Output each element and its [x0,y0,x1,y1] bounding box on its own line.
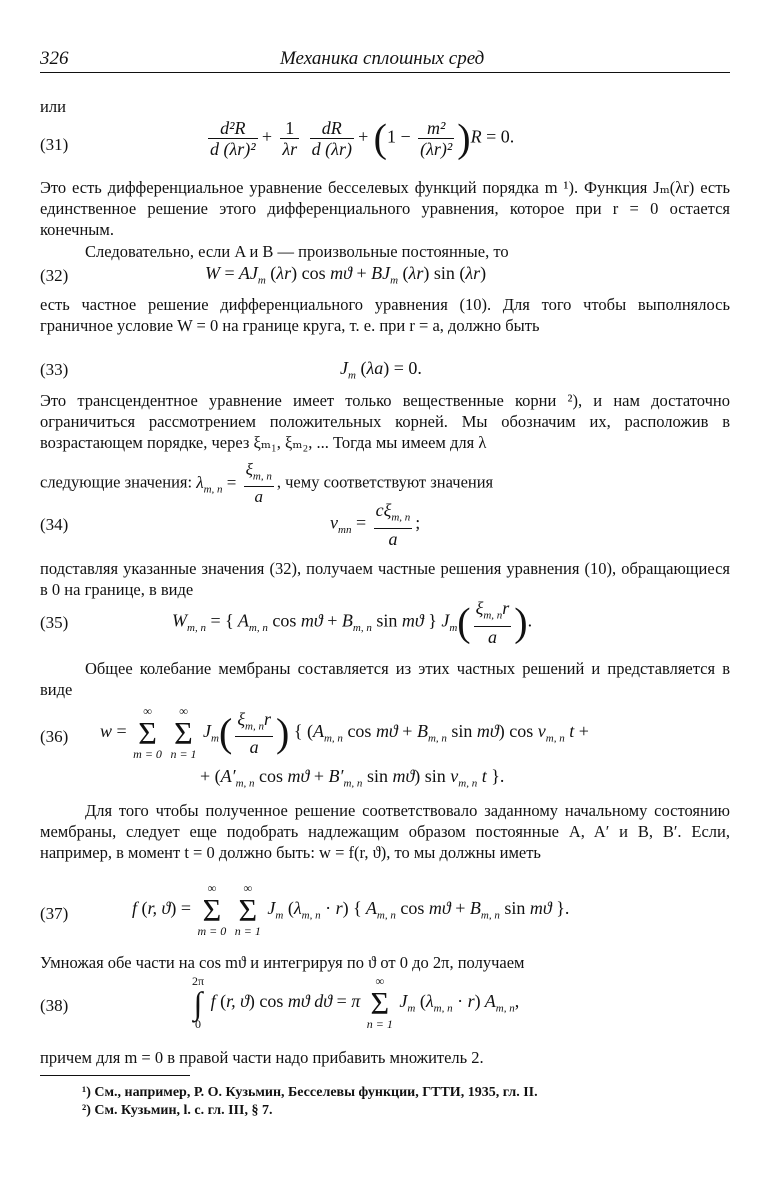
equation-number-35: (35) [40,613,69,632]
running-title: Механика сплошных сред [280,48,485,69]
equation-33: $J_m$ (λa) = 0. [340,358,422,382]
paragraph-1: Это есть дифференциальное уравнение бесселевых функций порядка m ¹). Функция Jₘ(λr) есть единственное решение этого дифференциального уравнения, которое при r = 0 остается конечным. [40,178,730,239]
paragraph-8: Умножая обе части на cos mϑ и интегрируя по ϑ от 0 до 2π, получаем [40,953,525,972]
paragraph-ili: или [40,97,66,116]
equation-number-36: (36) [40,727,69,746]
paragraph-4-lead: следующие значения: [40,472,193,492]
equation-38: 2π ∫ 0 f (r, ϑ) cos mϑ dϑ = π ∞ Σ n = 1 $J_m$ $(\lambda_{m, n} \cdot r)$ $A_{m, n}$, [192,974,520,1031]
equation-number-37: (37) [40,904,69,923]
equation-36-line-2: + ($A'_{m, n}$ $\cos mϑ + B'_{m, n}$ sin mϑ) $\sin \nu_{m, n}$ t }. [200,766,505,790]
paragraph-9: причем для m = 0 в правой части надо прибавить множитель 2. [40,1048,484,1067]
page-number: 326 [40,48,69,69]
equation-number-38: (38) [40,996,69,1015]
equation-37: f (r, ϑ) = ∞ Σ m = 0 ∞ Σ n = 1 $J_m$ $(\lambda_{m, n} \cdot r)$ { $A_{m, n}$ $\cos mϑ + B_{m, n}$ sin mϑ }. [132,881,570,938]
footnote-2: ²) См. Кузьмин, l. с. гл. III, § 7. [82,1103,273,1118]
paragraph-4-values: следующие значения: $\lambda_{m, n}$ = $\frac{\xi_{m, n}}{a}$ , чему соответствуют значения [40,460,494,507]
paragraph-3: есть частное решение дифференциального уравнения (10). Для того чтобы выполнялось граничное условие W = 0 на границе круга, т. е. при r = a, должно быть [40,295,730,335]
equation-number-31: (31) [40,135,69,154]
equation-36-line-1: w = ∞ Σ m = 0 ∞ Σ n = 1 $J_m$( $\frac{\xi_{m, n}r}{a}$ ) { ($A_{m, n}$ $\cos mϑ + B_{m, n}$ sin mϑ) $\cos \nu_{m, n}$ t + [100,704,589,761]
paragraph-4-tail: , чему соответствуют значения [276,472,494,492]
equation-number-33: (33) [40,360,69,379]
equation-35: $W_{m, n}$ = { $A_{m, n}$ $\cos mϑ + B_{m, n}$ sin mϑ } $J_m$( $\frac{\xi_{m, n}r}{a}$ ). [172,598,533,647]
equation-number-34: (34) [40,515,69,534]
paragraph-4: Это трансцендентное уравнение имеет только вещественные корни ²), и нам достаточно ограничиться рассмотрением положительных корней. Мы обозначим их, расположив в возрастающем порядке, через ξₘ₁, ξₘ₂, ... Тогда мы имеем для λ [40,391,730,452]
footnote-rule [40,1075,190,1076]
equation-31: $\frac{\text{d²R}}{\text{d (λr)²}}$ + $\frac{1}{\lambda r}$ $\frac{dR}{d (\lambda r)}$ + (1 − $\frac{\text{m²}}{\text{(λr)²}}$ )R = 0. [210,115,515,161]
paragraph-5: подставляя указанные значения (32), получаем частные решения уравнения (10), обращающиеся в 0 на границе, в виде [40,559,730,599]
paragraph-2: Следовательно, если A и B — произвольные постоянные, то [85,242,509,261]
page-header [40,48,730,73]
equation-number-32: (32) [40,266,69,285]
equation-34: $\nu_{mn}$ = $\frac{c\xi_{m, n}}{a}$ ; [330,500,421,549]
footnote-1: ¹) См., например, Р. О. Кузьмин, Бесселевы функции, ГТТИ, 1935, гл. II. [82,1085,538,1100]
equation-32: $W = AJ_m$ (λr) $\cos mϑ + BJ_m$ (λr) sin (λr) [205,263,487,287]
paragraph-7: Для того чтобы полученное решение соответствовало заданному начальному состоянию мембраны, следует еще подобрать надлежащим образом постоянные A, A′ и B, B′. Если, например, в момент t = 0 должно быть: w = f(r, ϑ), то мы должны иметь [40,801,730,862]
paragraph-6: Общее колебание мембраны составляется из этих частных решений и представляется в виде [40,659,730,699]
